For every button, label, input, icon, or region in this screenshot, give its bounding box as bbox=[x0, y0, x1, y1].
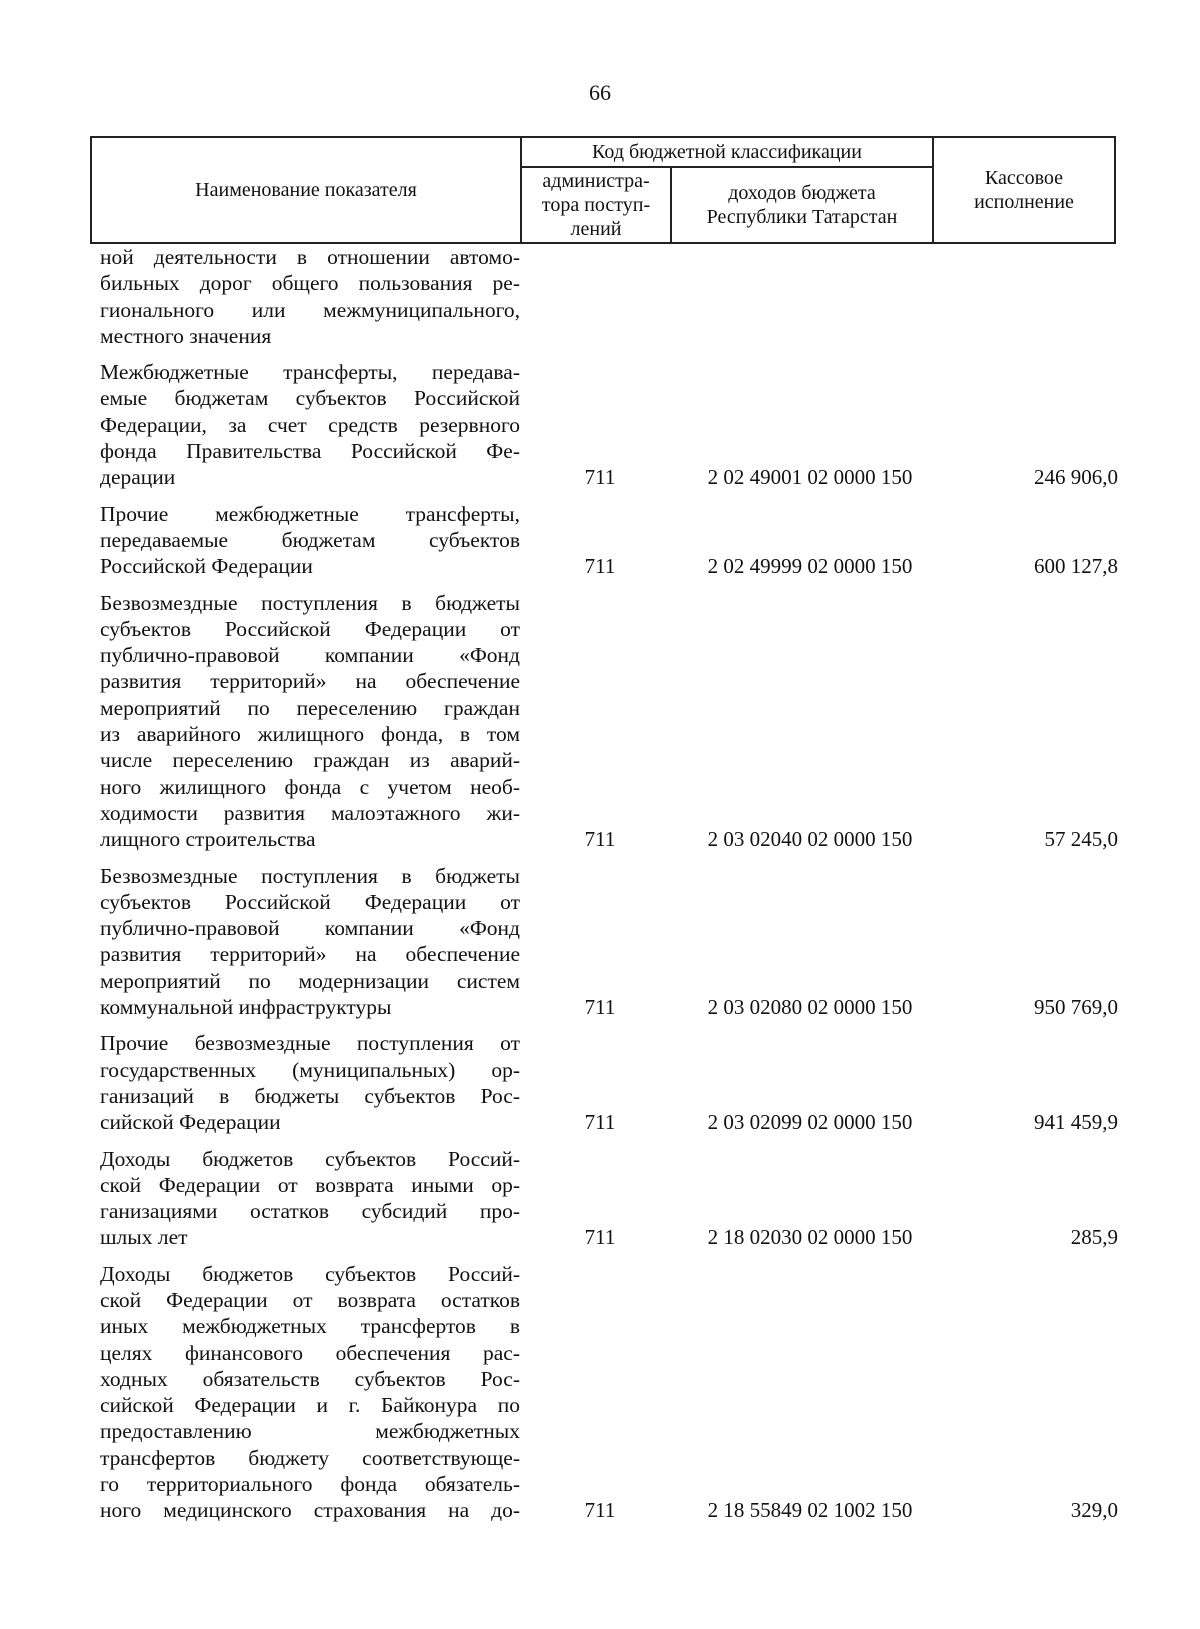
indicator-name-line: лищного строительства bbox=[100, 827, 316, 852]
indicator-name-line: емые бюджетам субъектов Российской bbox=[100, 386, 520, 411]
indicator-name-line: Федерации, за счет средств резервного bbox=[100, 412, 520, 437]
indicator-name-line: Безвозмездные поступления в бюджеты bbox=[100, 863, 520, 888]
indicator-name bbox=[100, 863, 520, 1021]
income-classification-code: 2 18 02030 02 0000 150 bbox=[707, 1225, 913, 1250]
cash-execution-amount: 57 245,0 bbox=[1044, 827, 1118, 852]
indicator-name-line: ской Федерации от возврата остатков bbox=[100, 1287, 520, 1312]
indicator-name-line: сийской Федерации bbox=[100, 1110, 281, 1135]
table-row bbox=[100, 359, 1118, 490]
administrator-code: 711 bbox=[584, 995, 616, 1020]
indicator-name-line: Российской Федерации bbox=[100, 554, 313, 579]
indicator-name-line: ного медицинского страхования на до- bbox=[100, 1498, 520, 1523]
header-indicator-name: Наименование показателя bbox=[91, 137, 521, 243]
administrator-code: 711 bbox=[584, 1110, 616, 1135]
cash-execution-amount: 329,0 bbox=[1070, 1498, 1118, 1523]
table-body bbox=[100, 244, 1118, 1534]
indicator-name-line: местного значения bbox=[100, 323, 272, 348]
indicator-name-line: предоставлению межбюджетных bbox=[100, 1419, 520, 1444]
header-administrator-line: лений bbox=[570, 218, 622, 240]
indicator-name-line: гионального или межмуниципального, bbox=[100, 297, 520, 322]
administrator-code: 711 bbox=[584, 1225, 616, 1250]
table-row bbox=[100, 1261, 1118, 1524]
cash-execution-amount: 285,9 bbox=[1070, 1225, 1118, 1250]
indicator-name bbox=[100, 501, 520, 580]
cash-execution-amount: 941 459,9 bbox=[1034, 1110, 1118, 1135]
income-classification-code: 2 03 02080 02 0000 150 bbox=[707, 995, 913, 1020]
header-cash-execution-line: Кассовое bbox=[984, 167, 1064, 189]
indicator-name-line: ходимости развития малоэтажного жи- bbox=[100, 800, 520, 825]
cash-execution-amount: 246 906,0 bbox=[1034, 465, 1118, 490]
indicator-name-line: Безвозмездные поступления в бюджеты bbox=[100, 590, 520, 615]
indicator-name-line: числе переселению граждан из аварий- bbox=[100, 748, 520, 773]
indicator-name-line: Прочие межбюджетные трансферты, bbox=[100, 501, 520, 526]
income-classification-code: 2 03 02040 02 0000 150 bbox=[707, 827, 913, 852]
indicator-name-line: трансфертов бюджету соответствующе- bbox=[100, 1445, 520, 1470]
income-classification-code: 2 02 49001 02 0000 150 bbox=[707, 465, 913, 490]
indicator-name-line: государственных (муниципальных) ор- bbox=[100, 1057, 520, 1082]
indicator-name-line: развития территорий» на обеспечение bbox=[100, 669, 520, 694]
header-administrator-line: тора поступ- bbox=[541, 194, 651, 216]
table-row bbox=[100, 244, 1118, 349]
table-row bbox=[100, 863, 1118, 1021]
indicator-name-line: передаваемые бюджетам субъектов bbox=[100, 527, 520, 552]
header-income-code-line: доходов бюджета bbox=[728, 182, 876, 204]
indicator-name-line: ганизациями остатков субсидий про- bbox=[100, 1199, 520, 1224]
indicator-name-line: ного жилищного фонда с учетом необ- bbox=[100, 774, 520, 799]
indicator-name-line: мероприятий по модернизации систем bbox=[100, 968, 520, 993]
cash-execution-amount: 950 769,0 bbox=[1034, 995, 1118, 1020]
indicator-name-line: фонда Правительства Российской Фе- bbox=[100, 439, 520, 464]
indicator-name-line: шлых лет bbox=[100, 1225, 188, 1250]
table-row bbox=[100, 590, 1118, 853]
header-income-code bbox=[671, 167, 933, 243]
cash-execution-amount: 600 127,8 bbox=[1034, 554, 1118, 579]
indicator-name bbox=[100, 1030, 520, 1135]
indicator-name-line: ганизаций в бюджеты субъектов Рос- bbox=[100, 1083, 520, 1108]
indicator-name-line: Прочие безвозмездные поступления от bbox=[100, 1031, 520, 1056]
administrator-code: 711 bbox=[584, 465, 616, 490]
indicator-name-line: субъектов Российской Федерации от bbox=[100, 889, 520, 914]
administrator-code: 711 bbox=[584, 1498, 616, 1523]
administrator-code: 711 bbox=[584, 827, 616, 852]
indicator-name-line: из аварийного жилищного фонда, в том bbox=[100, 722, 520, 747]
indicator-name bbox=[100, 1146, 520, 1251]
indicator-name-line: субъектов Российской Федерации от bbox=[100, 616, 520, 641]
indicator-name-line: ской Федерации от возврата иными ор- bbox=[100, 1172, 520, 1197]
indicator-name-line: Межбюджетные трансферты, передава- bbox=[100, 360, 520, 385]
income-classification-code: 2 03 02099 02 0000 150 bbox=[707, 1110, 913, 1135]
table-row bbox=[100, 1146, 1118, 1251]
header-cash-execution bbox=[933, 137, 1115, 243]
indicator-name bbox=[100, 1261, 520, 1524]
table-header bbox=[90, 136, 1116, 244]
indicator-name-line: дерации bbox=[100, 465, 176, 490]
indicator-name bbox=[100, 244, 520, 349]
table-row bbox=[100, 501, 1118, 580]
header-kbk-group: Код бюджетной классификации bbox=[521, 137, 933, 167]
page-number: 66 bbox=[589, 80, 611, 105]
table-row bbox=[100, 1030, 1118, 1135]
indicator-name-line: бильных дорог общего пользования ре- bbox=[100, 271, 520, 296]
indicator-name-line: ной деятельности в отношении автомо- bbox=[100, 245, 520, 269]
header-administrator bbox=[521, 167, 671, 243]
income-classification-code: 2 18 55849 02 1002 150 bbox=[707, 1498, 913, 1523]
header-administrator-line: администра- bbox=[542, 170, 650, 192]
header-income-code-line: Республики Татарстан bbox=[706, 206, 898, 228]
indicator-name-line: го территориального фонда обязатель- bbox=[100, 1472, 520, 1497]
indicator-name-line: ходных обязательств субъектов Рос- bbox=[100, 1366, 520, 1391]
administrator-code: 711 bbox=[584, 554, 616, 579]
indicator-name-line: развития территорий» на обеспечение bbox=[100, 942, 520, 967]
indicator-name-line: публично-правовой компании «Фонд bbox=[100, 643, 520, 668]
indicator-name-line: мероприятий по переселению граждан bbox=[100, 695, 520, 720]
header-cash-execution-line: исполнение bbox=[974, 191, 1074, 213]
indicator-name bbox=[100, 590, 520, 853]
indicator-name-line: Доходы бюджетов субъектов Россий- bbox=[100, 1146, 520, 1171]
indicator-name-line: Доходы бюджетов субъектов Россий- bbox=[100, 1261, 520, 1286]
indicator-name-line: коммунальной инфраструктуры bbox=[100, 995, 392, 1020]
indicator-name-line: целях финансового обеспечения рас- bbox=[100, 1340, 520, 1365]
indicator-name-line: иных межбюджетных трансфертов в bbox=[100, 1314, 520, 1339]
indicator-name-line: сийской Федерации и г. Байконура по bbox=[100, 1393, 520, 1418]
indicator-name bbox=[100, 359, 520, 490]
income-classification-code: 2 02 49999 02 0000 150 bbox=[707, 554, 913, 579]
indicator-name-line: публично-правовой компании «Фонд bbox=[100, 916, 520, 941]
